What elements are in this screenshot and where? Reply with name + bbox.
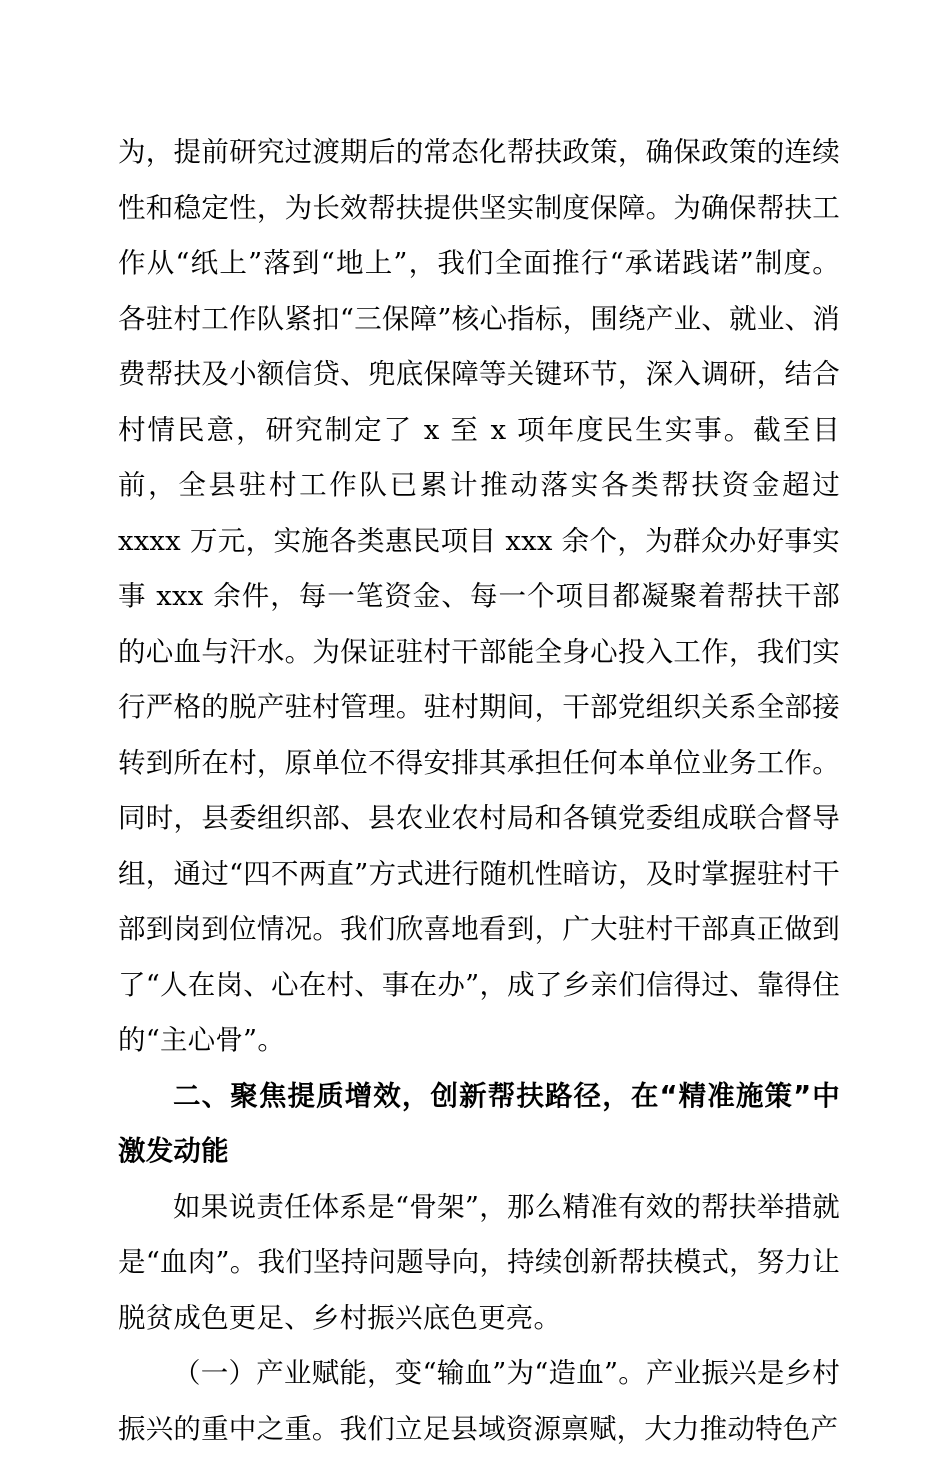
paragraph-framework: 如果说责任体系是“骨架”，那么精准有效的帮扶举措就是“血肉”。我们坚持问题导向，持续创新帮扶模式，努力让脱贫成色更足、乡村振兴底色更亮。	[118, 1190, 840, 1334]
paragraph-continuation: 为，提前研究过渡期后的常态化帮扶政策，确保政策的连续性和稳定性，为长效帮扶提供坚实制度保障。为确保帮扶工作从“纸上”落到“地上”，我们全面推行“承诺践诺”制度。各驻村工作队紧扣“三保障”核心指标，围绕产业、就业、消费帮扶及小额信贷、兜底保障等关键环节，深入调研，结合村情民意，研究制定了 x 至 x 项年度民生实事。截至目前，全县驻村工作队已累计推动落实各类帮扶资金超过 xxxx 万元，实施各类惠民项目 xxx 余个，为群众办好事实事 xxx 余件，每一笔资金、每一个项目都凝聚着帮扶干部的心血与汗水。为保证驻村干部能全身心投入工作，我们实行严格的脱产驻村管理。驻村期间，干部党组织关系全部接转到所在村，原单位不得安排其承担任何本单位业务工作。同时，县委组织部、县农业农村局和各镇党委组成联合督导组，通过“四不两直”方式进行随机性暗访，及时掌握驻村干部到岗到位情况。我们欣喜地看到，广大驻村干部真正做到了“人在岗、心在村、事在办”，成了乡亲们信得过、靠得住的“主心骨”。	[118, 136, 840, 1056]
section-heading-two: 二、聚焦提质增效，创新帮扶路径，在“精准施策”中激发动能	[118, 1079, 840, 1167]
document-body	[118, 125, 840, 1457]
paragraph-subsection-one: （一）产业赋能，变“输血”为“造血”。产业振兴是乡村振兴的重中之重。我们立足县域资源禀赋，大力推动特色产	[118, 1357, 840, 1445]
